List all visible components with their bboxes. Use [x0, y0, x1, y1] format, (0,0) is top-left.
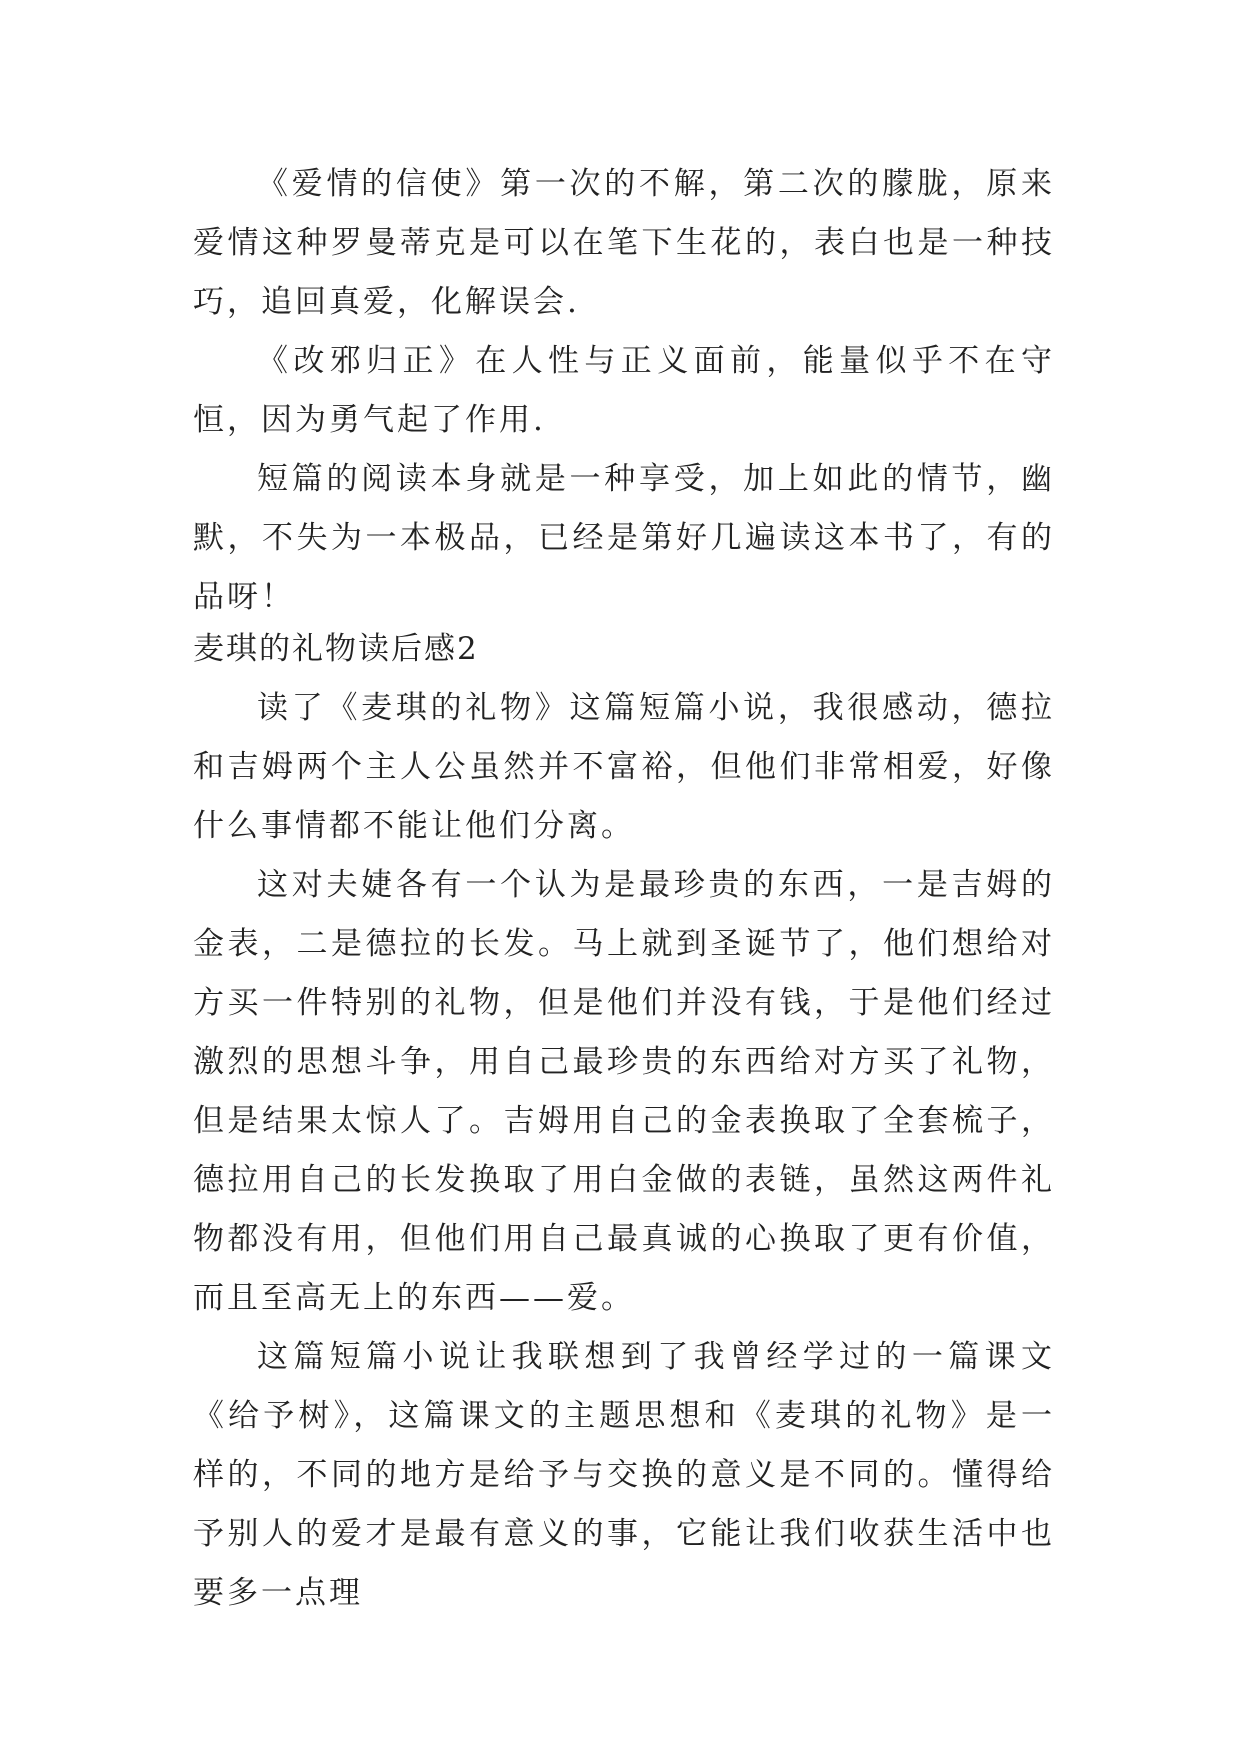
section-heading: 麦琪的礼物读后感2 — [193, 631, 479, 667]
paragraph-love-messenger: 《爱情的信使》第一次的不解，第二次的朦胧，原来爱情这种罗曼蒂克是可以在笔下生花的，表白也是一种技巧，追回真爱，化解误会. — [193, 166, 1055, 320]
paragraph-short-story-reading: 短篇的阅读本身就是一种享受，加上如此的情节，幽默，不失为一本极品，已经是第好几遍读这本书了，有的品呀！ — [193, 461, 1055, 615]
section-two — [193, 620, 1055, 1623]
paragraph-couple-treasures: 这对夫婕各有一个认为是最珍贵的东西，一是吉姆的金表，二是德拉的长发。马上就到圣诞节了，他们想给对方买一件特别的礼物，但是他们并没有钱，于是他们经过激烈的思想斗争，用自己最珍贵的东西给对方买了礼物，但是结果太惊人了。吉姆用自己的金表换取了全套梳子，德拉用自己的长发换取了用白金做的表链，虽然这两件礼物都没有用，但他们用自己最真诚的心换取了更有价值，而且至高无上的东西——爱。 — [193, 867, 1055, 1316]
paragraph-reform: 《改邪归正》在人性与正义面前，能量似乎不在守恒，因为勇气起了作用. — [193, 343, 1055, 438]
paragraph-read-gift-of-magi: 读了《麦琪的礼物》这篇短篇小说，我很感动，德拉和吉姆两个主人公虽然并不富裕，但他们非常相爱，好像什么事情都不能让他们分离。 — [193, 690, 1055, 844]
paragraph-giving-tree: 这篇短篇小说让我联想到了我曾经学过的一篇课文《给予树》，这篇课文的主题思想和《麦琪的礼物》是一样的，不同的地方是给予与交换的意义是不同的。懂得给予别人的爱才是最有意义的事，它能让我们收获生活中也要多一点理 — [193, 1339, 1055, 1611]
section-one — [193, 155, 1055, 627]
